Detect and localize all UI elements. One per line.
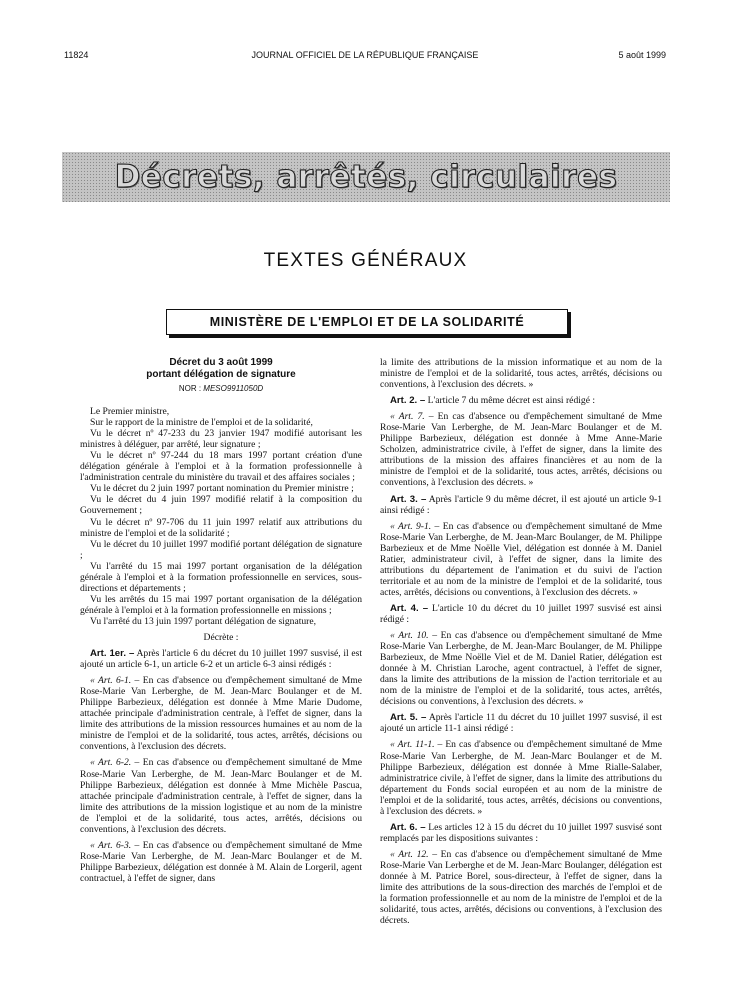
intro-paragraph: Vu le décret du 4 juin 1997 modifié relatif à la composition du Gouvernement ;	[80, 494, 362, 517]
article-1	[80, 648, 362, 670]
intro-paragraph: Vu le décret du 2 juin 1997 portant nomination du Premier ministre ;	[90, 483, 354, 495]
article-6-3-label: « Art. 6-3. –	[90, 839, 140, 851]
nor-label: NOR :	[178, 384, 202, 393]
intro-paragraph: Vu le décret nº 97-244 du 18 mars 1997 portant création d'une délégation générale à l'emploi et à la formation professionnelle à l'administration centrale du ministère du travail et des affaires sociales ;	[80, 450, 362, 484]
issue-date: 5 août 1999	[618, 50, 666, 60]
article-7	[380, 411, 662, 488]
article-1-label: Art. 1er. –	[90, 648, 135, 660]
intro-paragraph: Vu le décret du 10 juillet 1997 modifié portant délégation de signature ;	[80, 538, 362, 561]
article-2-label: Art. 2. –	[390, 395, 426, 407]
intro-paragraph: Sur le rapport de la ministre de l'emploi et de la solidarité,	[90, 417, 313, 429]
article-7-label: « Art. 7. –	[390, 411, 434, 423]
article-9-1	[380, 521, 662, 598]
article-2	[380, 395, 662, 406]
section-title: TEXTES GÉNÉRAUX	[263, 250, 468, 271]
article-7-text: En cas d'absence ou d'empêchement simultané de Mme Rose-Marie Van Lerberghe, de M. Jean-Marc Boulanger et de M. Philippe Barbezieux, délégation est donnée à Mme Anne-Marie Scholzen, administratrice civile, à l'effet de signer, dans la limite des attributions de la mission des affaires financières et au nom de la ministre de l'emploi et de la solidarité, tous actes, arrêtés, décisions ou conventions, à l'exclusion des décrets. »	[380, 411, 662, 489]
article-1-text: Après l'article 6 du décret du 10 juillet 1997 susvisé, il est ajouté un article 6-1, un article 6-2 et un article 6-3 ainsi rédigés :	[80, 648, 363, 671]
decree-title	[80, 357, 362, 381]
article-11-1-label: « Art. 11-1. –	[390, 739, 443, 751]
article-6-label: Art. 6. –	[390, 821, 426, 833]
decree-title-line2: portant délégation de signature	[146, 369, 296, 380]
article-6-1-label: « Art. 6-1. –	[90, 675, 140, 687]
article-3-text: Après l'article 9 du même décret, il est ajouté un article 9-1 ainsi rédigé :	[380, 493, 662, 516]
intro-paragraph: Le Premier ministre,	[90, 406, 170, 418]
article-12	[380, 849, 662, 926]
intro-paragraph: Vu les arrêtés du 15 mai 1997 portant organisation de la délégation générale à l'emploi et à la formation professionnelle en missions ;	[80, 593, 362, 616]
article-6-3	[80, 840, 362, 884]
intro-paragraph: Vu le décret nº 47-233 du 23 janvier 1947 modifié autorisant les ministres à déléguer, par arrêté, leur signature ;	[80, 428, 362, 451]
article-4-label: Art. 4. –	[390, 602, 429, 614]
right-column	[380, 357, 662, 926]
article-10-text: En cas d'absence ou d'empêchement simultané de Mme Rose-Marie Van Lerberghe, de M. Jean-Marc Boulanger, de M. Philippe Barbezieux, de Mme Noëlle Viel et de M. Daniel Ratier, délégation est donnée à M. Christian Laroche, agent contractuel, à l'effet de signer, dans la limite des attributions de la mission de l'action territoriale et au nom de la ministre de l'emploi et de la solidarité, tous actes, arrêtés, décisions ou conventions, à l'exclusion des décrets. »	[380, 630, 662, 708]
nor-reference	[80, 383, 362, 394]
article-12-text: En cas d'absence ou d'empêchement simultané de Mme Rose-Marie Van Lerberghe et de M. Jean-Marc Boulanger, délégation est donnée à M. Patrice Borel, sous-directeur, à l'effet de signer, dans la limite des attributions de la sous-direction des marchés de l'emploi et de la formation professionnelle et au nom de la ministre de l'emploi et de la solidarité, tous actes, arrêtés, décisions ou conventions, à l'exclusion des décrets.	[380, 848, 662, 927]
article-4-text: L'article 10 du décret du 10 juillet 1997 susvisé est ainsi rédigé :	[380, 602, 662, 625]
article-4	[380, 603, 662, 625]
decree-title-line1: Décret du 3 août 1999	[169, 357, 273, 368]
ministry-box: MINISTÈRE DE L'EMPLOI ET DE LA SOLIDARITÉ	[166, 309, 568, 335]
intro-paragraph: Vu le décret nº 97-706 du 11 juin 1997 relatif aux attributions du ministre de l'emploi et de la solidarité ;	[80, 516, 362, 539]
article-11-1	[380, 739, 662, 816]
nor-value: MESO9911050D	[203, 384, 264, 393]
article-6-3-text: En cas d'absence ou d'empêchement simultané de Mme Rose-Marie Van Lerberghe, de M. Jean-Marc Boulanger et de M. Philippe Barbezieux, délégation est donnée à M. Alain de Lorgeril, agent contractuel, à l'effet de signer, dans	[80, 839, 362, 884]
article-10	[380, 630, 662, 707]
article-5-text: Après l'article 11 du décret du 10 juillet 1997 susvisé, il est ajouté un article 11-1 ainsi rédigé :	[380, 712, 662, 735]
journal-title: JOURNAL OFFICIEL DE LA RÉPUBLIQUE FRANÇAISE	[251, 50, 479, 60]
section-banner	[62, 152, 670, 202]
article-10-label: « Art. 10. –	[390, 630, 438, 642]
banner-title: Décrets, arrêtés, circulaires	[114, 159, 618, 195]
continuation-paragraph: la limite des attributions de la mission informatique et au nom de la ministre de l'emploi et de la solidarité, tous actes, arrêtés, décisions ou conventions, à l'exclusion des décrets. »	[380, 357, 662, 391]
left-column	[80, 357, 362, 884]
article-5-label: Art. 5. –	[390, 712, 427, 724]
article-2-text: L'article 7 du même décret est ainsi rédigé :	[427, 395, 596, 407]
article-3-label: Art. 3. –	[390, 493, 427, 505]
article-9-1-text: En cas d'absence ou d'empêchement simultané de Mme Rose-Marie Van Lerberghe, de M. Jean-Marc Boulanger, de M. Philippe Barbezieux et de Mme Noëlle Viel, délégation est donnée à M. Daniel Ratier, administrateur civil, à l'effet de signer, dans la limite des attributions du département de l'animation et du suivi de l'action territoriale et au nom de la ministre de l'emploi et de la solidarité, tous actes, arrêtés, décisions ou conventions, à l'exclusion des décrets. »	[380, 520, 662, 598]
article-5	[380, 712, 662, 734]
article-6-1	[80, 675, 362, 752]
intro-paragraph: Vu l'arrêté du 15 mai 1997 portant organisation de la délégation générale à l'emploi et à la formation professionnelle en services, sous-directions et départements ;	[80, 560, 362, 594]
page-header	[64, 50, 666, 64]
intro-paragraph: Vu l'arrêté du 13 juin 1997 portant délégation de signature,	[90, 615, 317, 627]
article-11-1-text: En cas d'absence ou d'empêchement simultané de Mme Rose-Marie Van Lerberghe, de M. Jean-Marc Boulanger et de M. Philippe Barbezieux, délégation est donnée à Mme Rialle-Salaber, administratrice civile, à l'effet de signer, dans la limite des attributions du département du Fonds social européen et au nom de la ministre de l'emploi et de la solidarité, tous actes, arrêtés, décisions ou conventions, à l'exclusion des décrets. »	[380, 739, 662, 817]
article-3	[380, 494, 662, 516]
article-6	[380, 822, 662, 844]
decrete-line: Décrète :	[203, 631, 239, 643]
article-6-2-label: « Art. 6-2. –	[90, 757, 140, 769]
article-6-2-text: En cas d'absence ou d'empêchement simultané de Mme Rose-Marie Van Lerberghe, de M. Jean-Marc Boulanger et de M. Philippe Barbezieux, délégation est donnée à Mme Michèle Pascua, attachée principale d'administration centrale, à l'effet de signer, dans la limite des attributions de la mission logistique et au nom de la ministre de l'emploi et de la solidarité, tous actes, arrêtés, décisions ou conventions, à l'exclusion des décrets.	[80, 757, 362, 835]
article-6-text: Les articles 12 à 15 du décret du 10 juillet 1997 susvisé sont remplacés par les dispositions suivantes :	[380, 821, 662, 844]
page-number: 11824	[64, 50, 89, 60]
article-12-label: « Art. 12. –	[390, 848, 438, 860]
article-6-2	[80, 757, 362, 834]
article-6-1-text: En cas d'absence ou d'empêchement simultané de Mme Rose-Marie Van Lerberghe, de M. Jean-Marc Boulanger et de M. Philippe Barbezieux, délégation est donnée à Mme Marie Dudome, attachée principale d'administration centrale, à l'effet de signer, dans la limite des attributions de la mission ressources humaines et au nom de la ministre de l'emploi et de la solidarité, tous actes, arrêtés, décisions ou conventions, à l'exclusion des décrets.	[80, 675, 362, 753]
article-9-1-label: « Art. 9-1. –	[390, 520, 440, 532]
